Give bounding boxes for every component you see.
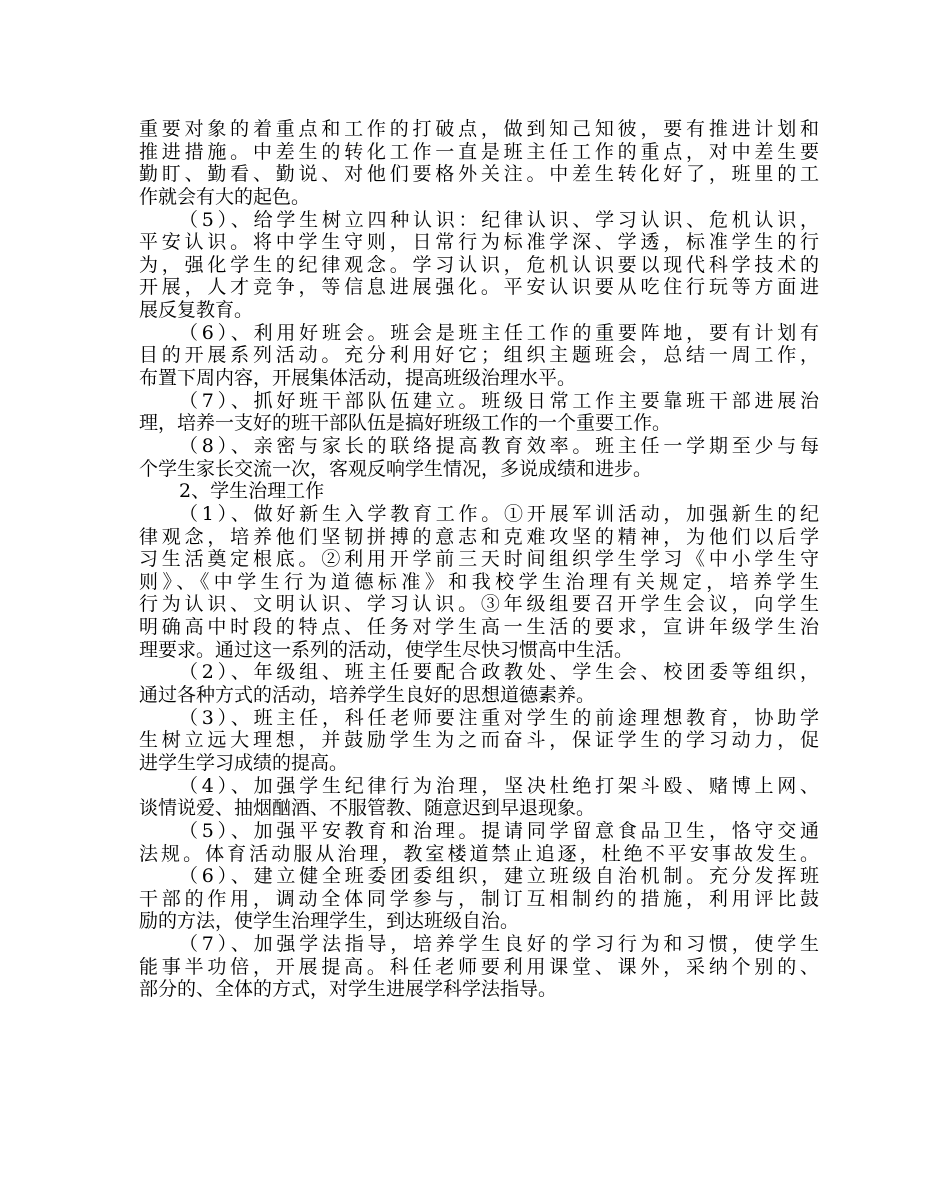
text-line: （2）、年级组、班主任要配合政教处、学生会、校团委等组织， [179,661,819,684]
text-line: 则》、《中学生行为道德标准》和我校学生治理有关规定，培养学生 [139,570,819,593]
section-heading: 2、学生治理工作 [179,480,325,503]
text-line: 理，培养一支好的班干部队伍是搞好班级工作的一个重要工作。 [139,412,672,435]
text-line: 目的开展系列活动。充分利用好它；组织主题班会，总结一周工作， [139,344,819,367]
text-line: 励的方法，使学生治理学生，到达班级自治。 [139,910,520,933]
text-line: （4）、加强学生纪律行为治理，坚决杜绝打架斗殴、赌博上网、 [179,774,819,797]
text-line: （7）、抓好班干部队伍建立。班级日常工作主要靠班干部进展治 [179,389,819,412]
text-line: 展反复教育。 [139,299,254,322]
text-line: 个学生家长交流一次，客观反响学生情况，多说成绩和进步。 [139,457,653,480]
text-line: 布置下周内容，开展集体活动，提高班级治理水平。 [139,367,577,390]
text-line: 能事半功倍，开展提高。科任老师要利用课堂、课外，采纳个别的、 [139,955,819,978]
text-line: 行为认识、文明认识、学习认识。③年级组要召开学生会议，向学生 [139,593,819,616]
text-line: 勤盯、勤看、勤说、对他们要格外关注。中差生转化好了，班里的工 [139,163,819,186]
text-line: （5）、给学生树立四种认识：纪律认识、学习认识、危机认识， [179,208,819,231]
text-line: 生树立远大理想，并鼓励学生为之而奋斗，保证学生的学习动力，促 [139,729,819,752]
text-line: 谈情说爱、抽烟酗酒、不服管教、随意迟到早退现象。 [139,797,596,820]
text-line: （7）、加强学法指导，培养学生良好的学习行为和习惯，使学生 [179,933,819,956]
text-line: 开展，人才竞争，等信息进展强化。平安认识要从吃住行玩等方面进 [139,276,819,299]
text-line: 部分的、全体的方式，对学生进展学科学法指导。 [139,978,558,1001]
text-line: 为，强化学生的纪律观念。学习认识，危机认识要以现代科学技术的 [139,253,819,276]
text-line: 平安认识。将中学生守则，日常行为标准学深、学透，标准学生的行 [139,231,819,254]
text-line: 律观念，培养他们坚韧拼搏的意志和克难攻坚的精神，为他们以后学 [139,525,819,548]
text-line: 理要求。通过这一系列的活动，使学生尽快习惯高中生活。 [139,638,634,661]
text-line: 干部的作用，调动全体同学参与，制订互相制约的措施，利用评比鼓 [139,887,819,910]
text-line: 作就会有大的起色。 [139,185,311,208]
text-line: （3）、班主任，科任老师要注重对学生的前途理想教育，协助学 [179,706,819,729]
text-line: 推进措施。中差生的转化工作一直是班主任工作的重点，对中差生要 [139,140,819,163]
text-line: 法规。体育活动服从治理，教室楼道禁止追逐，杜绝不平安事故发生。 [139,842,819,865]
text-line: （8）、亲密与家长的联络提高教育效率。班主任一学期至少与每 [179,434,819,457]
text-line: 进学生学习成绩的提高。 [139,751,349,774]
text-line: （6）、利用好班会。班会是班主任工作的重要阵地，要有计划有 [179,321,819,344]
text-line: 通过各种方式的活动，培养学生良好的思想道德素养。 [139,684,596,707]
text-line: 明确高中时段的特点、任务对学生高一生活的要求，宣讲年级学生治 [139,616,819,639]
text-line: （6）、建立健全班委团委组织，建立班级自治机制。充分发挥班 [179,865,819,888]
text-line: （1）、做好新生入学教育工作。①开展军训活动，加强新生的纪 [179,502,819,525]
text-line: 习生活奠定根底。②利用开学前三天时间组织学生学习《中小学生守 [139,548,819,571]
text-line: 重要对象的着重点和工作的打破点，做到知己知彼，要有推进计划和 [139,118,819,140]
document-body [139,118,819,1001]
text-line: （5）、加强平安教育和治理。提请同学留意食品卫生，恪守交通 [179,819,819,842]
